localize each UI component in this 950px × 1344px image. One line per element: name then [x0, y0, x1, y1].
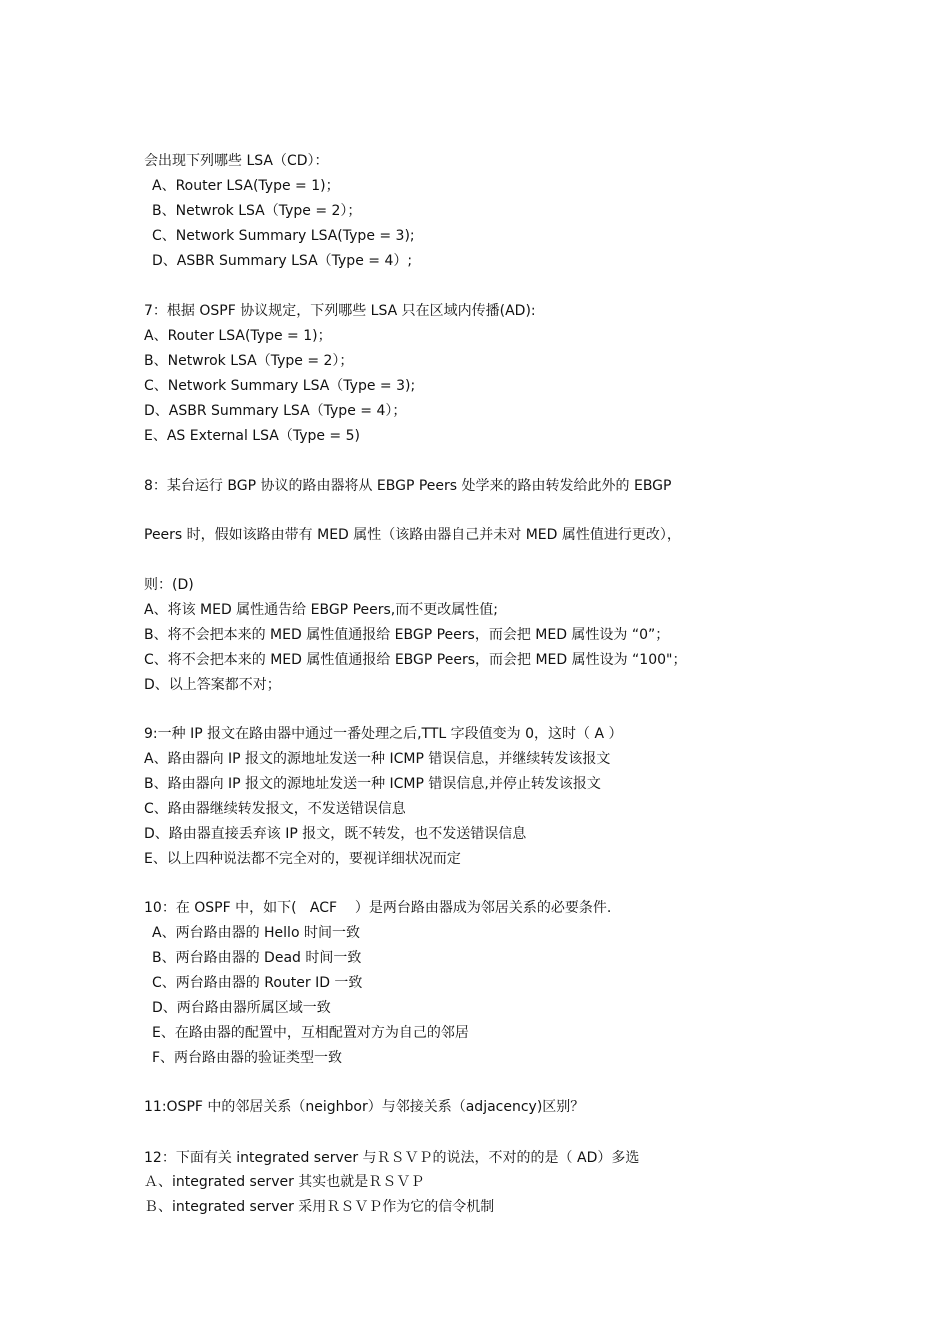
question-10-option-a: A、两台路由器的 Hello 时间一致 [152, 925, 360, 941]
question-8-option-d: D、以上答案都不对； [144, 677, 281, 693]
question-10-option-f: F、两台路由器的验证类型一致 [152, 1050, 343, 1066]
question-8-stem-line-2: Peers 时，假如该路由带有 MED 属性（该路由器自己并未对 MED 属性值进行更改）， [144, 527, 681, 543]
question-6-option-b: B、Netwrok LSA（Type = 2）； [152, 203, 362, 219]
question-10-option-e: E、在路由器的配置中，互相配置对方为自己的邻居 [152, 1025, 469, 1041]
question-12-option-b: Ｂ、integrated server 采用ＲＳＶＰ作为它的信令机制 [144, 1199, 495, 1215]
question-9-option-e: E、以上四种说法都不完全对的，要视详细状况而定 [144, 851, 461, 867]
question-6-stem: 会出现下列哪些 LSA（CD）： [144, 153, 329, 169]
question-7-option-a: A、Router LSA(Type = 1)； [144, 328, 332, 344]
question-7-option-c: C、Network Summary LSA（Type = 3); [144, 378, 416, 394]
question-9-stem: 9:一种 IP 报文在路由器中通过一番处理之后,TTL 字段值变为 0，这时（ A ） [144, 726, 623, 742]
question-12-option-a: Ａ、integrated server 其实也就是ＲＳＶＰ [144, 1174, 425, 1190]
question-7-stem: 7：根据 OSPF 协议规定，下列哪些 LSA 只在区域内传播(AD): [144, 303, 536, 319]
question-8-option-c: C、将不会把本来的 MED 属性值通报给 EBGP Peers，而会把 MED 属性设为 “100"； [144, 652, 687, 668]
question-10-option-c: C、两台路由器的 Router ID 一致 [152, 975, 363, 991]
question-10-stem: 10：在 OSPF 中，如下( ACF ）是两台路由器成为邻居关系的必要条件. [144, 900, 612, 916]
question-8-option-a: A、将该 MED 属性通告给 EBGP Peers,而不更改属性值; [144, 602, 498, 618]
question-8-stem-line-3: 则：(D) [144, 577, 194, 593]
question-9-option-a: A、路由器向 IP 报文的源地址发送一种 ICMP 错误信息，并继续转发该报文 [144, 751, 611, 767]
question-10-option-d: D、两台路由器所属区域一致 [152, 1000, 331, 1016]
question-12-stem: 12：下面有关 integrated server 与ＲＳＶＰ的说法，不对的的是（ AD）多选 [144, 1150, 640, 1166]
question-8-option-b: B、将不会把本来的 MED 属性值通报给 EBGP Peers，而会把 MED 属性设为 “0”； [144, 627, 670, 643]
question-10-option-b: B、两台路由器的 Dead 时间一致 [152, 950, 362, 966]
question-6-option-a: A、Router LSA(Type = 1)； [152, 178, 340, 194]
question-7-option-b: B、Netwrok LSA（Type = 2）； [144, 353, 354, 369]
question-9-option-b: B、路由器向 IP 报文的源地址发送一种 ICMP 错误信息,并停止转发该报文 [144, 776, 601, 792]
question-6-option-c: C、Network Summary LSA(Type = 3); [152, 228, 415, 244]
question-7-option-e: E、AS External LSA（Type = 5) [144, 428, 360, 444]
question-9-option-c: C、路由器继续转发报文，不发送错误信息 [144, 801, 406, 817]
question-7-option-d: D、ASBR Summary LSA（Type = 4）； [144, 403, 407, 419]
question-6-option-d: D、ASBR Summary LSA（Type = 4）; [152, 253, 413, 269]
question-9-option-d: D、路由器直接丢弃该 IP 报文，既不转发，也不发送错误信息 [144, 826, 527, 842]
question-11-stem: 11:OSPF 中的邻居关系（neighbor）与邻接关系（adjacency)区别？ [144, 1099, 585, 1115]
question-8-stem-line-1: 8：某台运行 BGP 协议的路由器将从 EBGP Peers 处学来的路由转发给此外的 EBGP [144, 478, 672, 494]
